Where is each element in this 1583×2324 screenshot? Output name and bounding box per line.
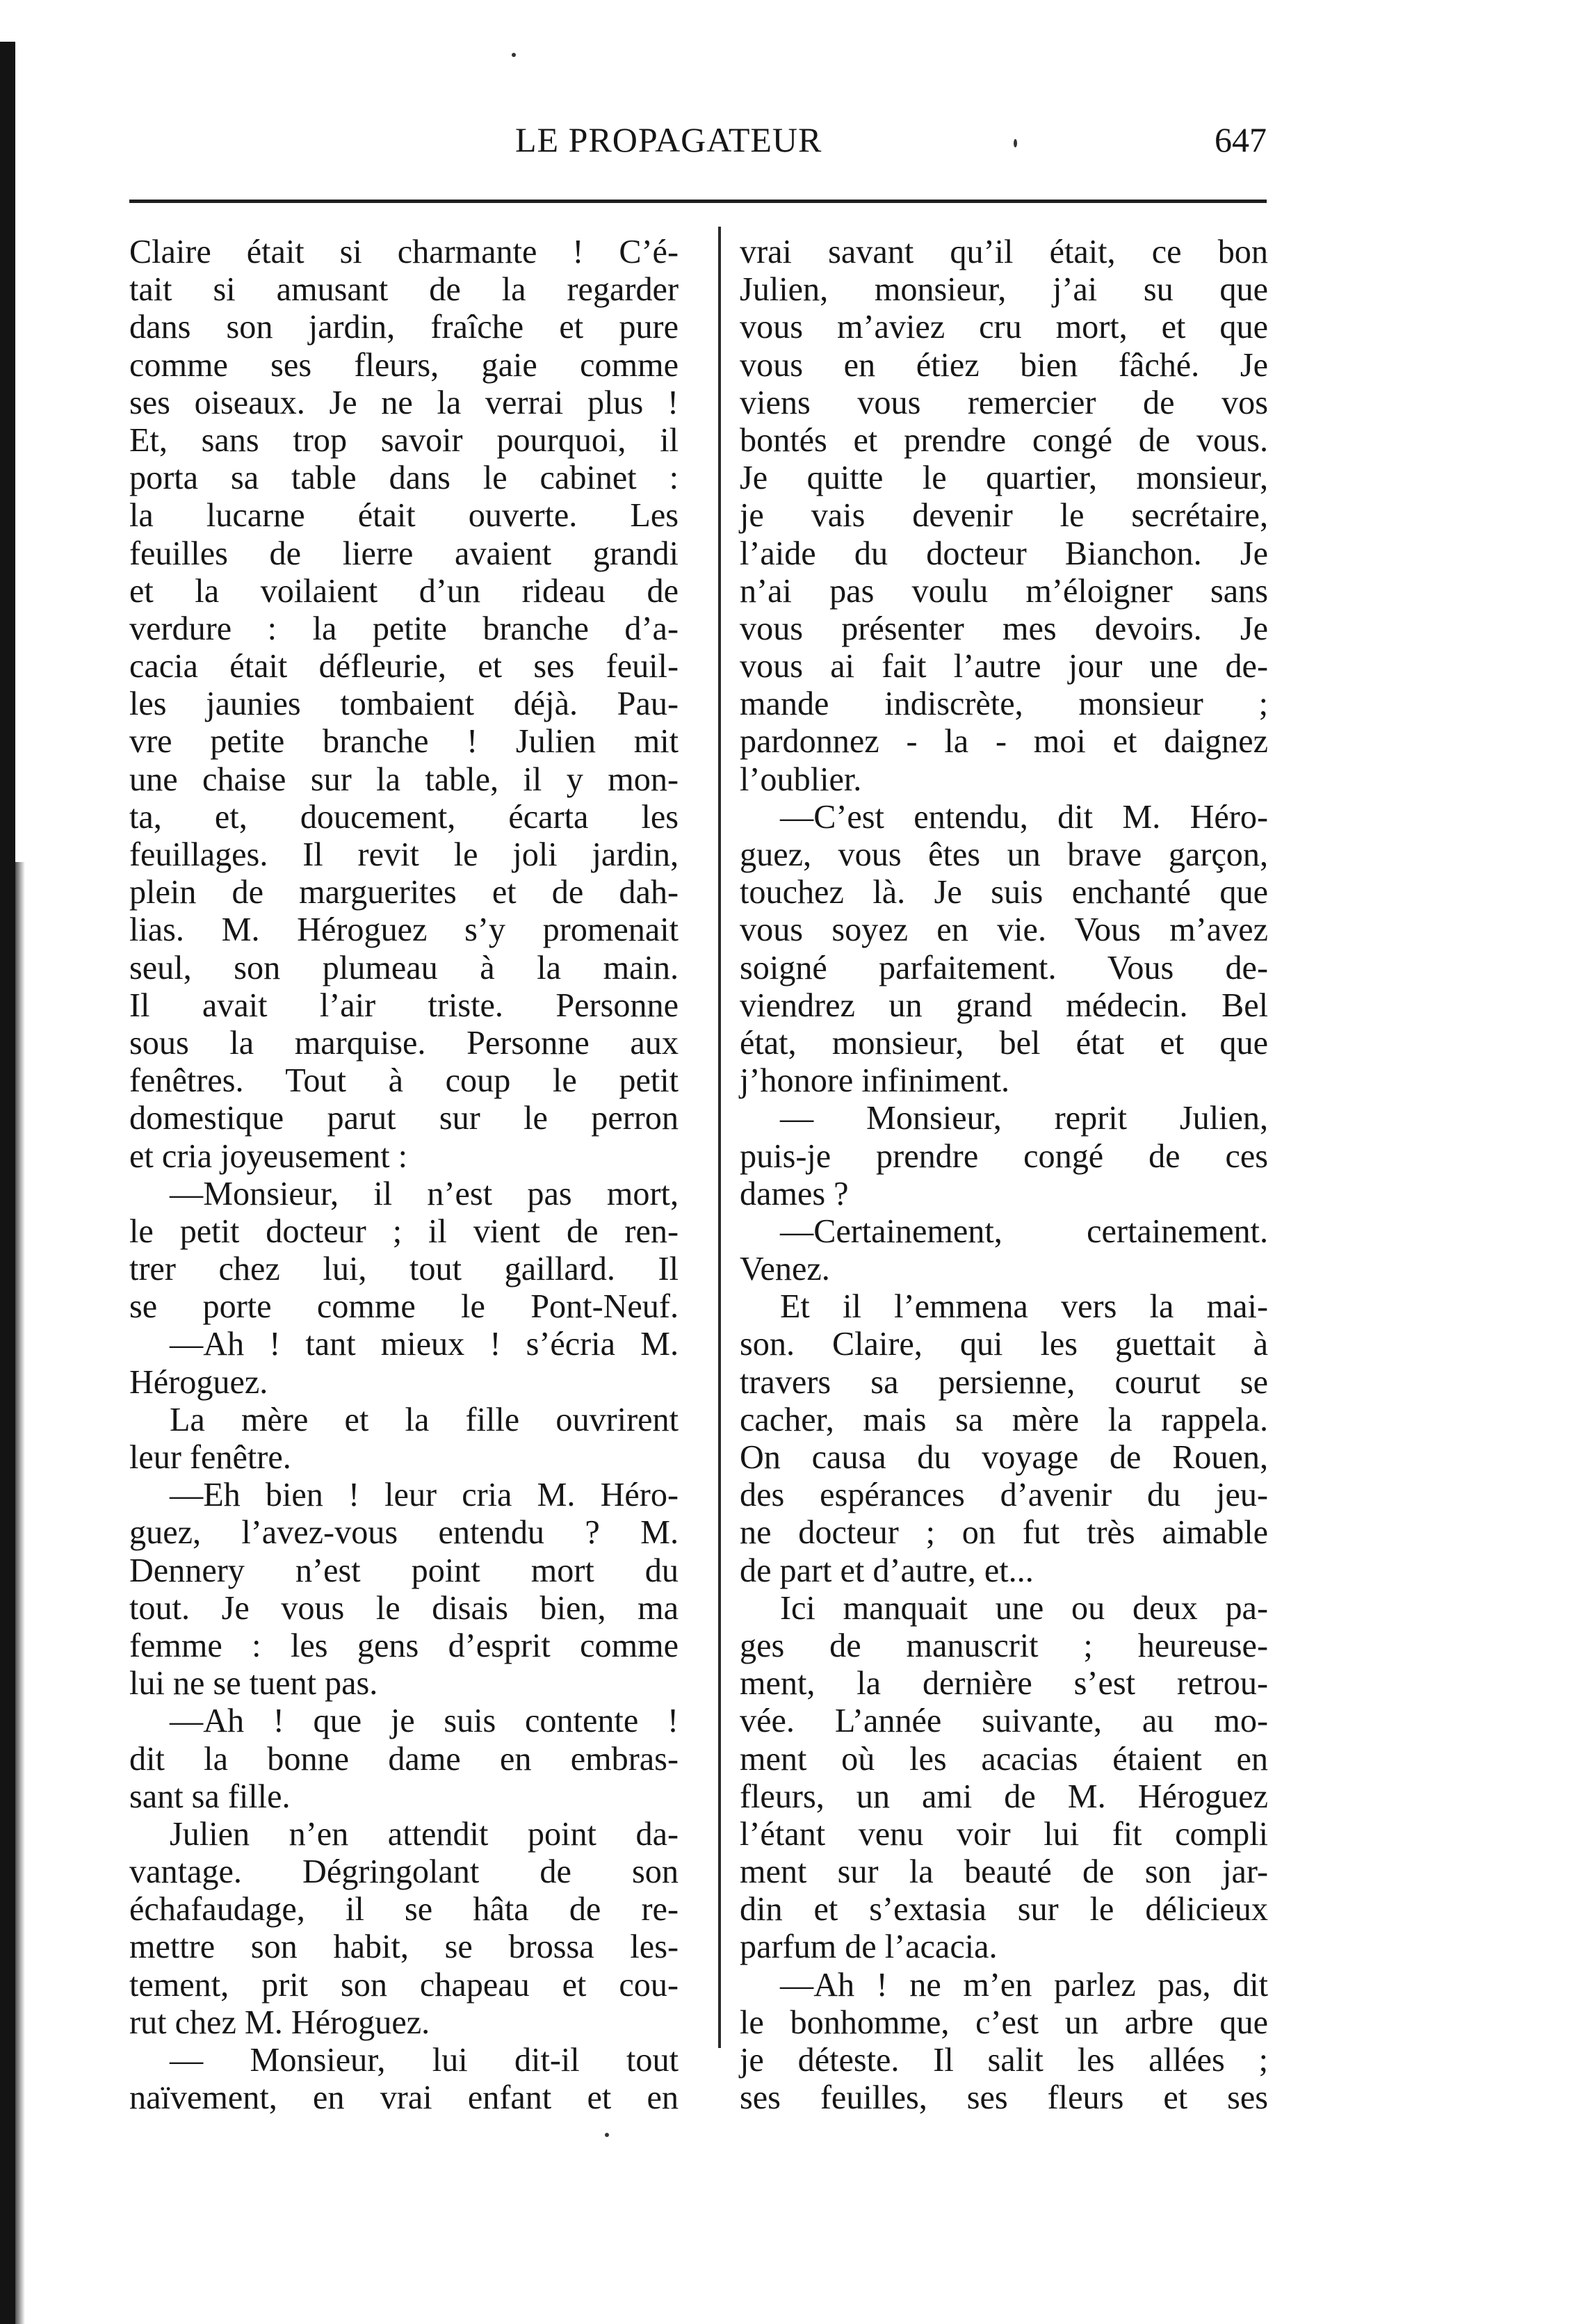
- text-line: comme ses fleurs, gaie comme: [129, 346, 679, 384]
- text-line: Claire était si charmante ! C’é-: [129, 234, 679, 270]
- text-line: fleurs, un ami de M. Héroguez: [740, 1778, 1268, 1815]
- binding-shadow: [15, 862, 25, 2324]
- text-line: rut chez M. Héroguez.: [129, 2004, 430, 2041]
- text-line: —Eh bien ! leur cria M. Héro-: [170, 1477, 679, 1514]
- header-rule: [129, 200, 1267, 203]
- text-line: et cria joyeusement :: [129, 1137, 408, 1175]
- text-line: —C’est entendu, dit M. Héro-: [780, 798, 1268, 836]
- text-line: l’aide du docteur Bianchon. Je: [740, 535, 1268, 572]
- text-line: et la voilaient d’un rideau de: [129, 572, 679, 610]
- text-line: échafaudage, il se hâta de re-: [129, 1891, 679, 1928]
- text-line: cacher, mais sa mère la rappela.: [740, 1401, 1268, 1438]
- text-line: vous ai fait l’autre jour une de-: [740, 648, 1268, 685]
- text-line: sous la marquise. Personne aux: [129, 1024, 679, 1062]
- text-line: vée. L’année suivante, au mo-: [740, 1703, 1268, 1740]
- text-line: pardonnez - la - moi et daignez: [740, 723, 1268, 761]
- text-line: je vais devenir le secrétaire,: [740, 497, 1268, 535]
- text-line: ment sur la beauté de son jar-: [740, 1853, 1268, 1891]
- text-line: dit la bonne dame en embras-: [129, 1740, 679, 1778]
- text-line: plein de marguerites et de dah-: [129, 874, 679, 911]
- text-line: soigné parfaitement. Vous de-: [740, 949, 1268, 986]
- text-line: Et, sans trop savoir pourquoi, il: [129, 421, 679, 459]
- text-line: Venez.: [740, 1251, 830, 1288]
- text-line: tement, prit son chapeau et cou-: [129, 1966, 679, 2004]
- text-line: —Ah ! tant mieux ! s’écria M.: [170, 1326, 679, 1363]
- text-line: Julien, monsieur, j’ai su que: [740, 271, 1268, 309]
- column-divider: [718, 227, 721, 2048]
- text-line: je déteste. Il salit les allées ;: [740, 2042, 1268, 2079]
- text-line: leur fenêtre.: [129, 1439, 291, 1476]
- text-line: feuillages. Il revit le joli jardin,: [129, 836, 679, 873]
- text-line: guez, l’avez-vous entendu ? M.: [129, 1514, 679, 1552]
- text-line: le petit docteur ; il vient de ren-: [129, 1212, 679, 1250]
- text-line: La mère et la fille ouvrirent: [170, 1401, 679, 1438]
- text-line: mettre son habit, se brossa les-: [129, 1928, 679, 1966]
- text-line: dames ?: [740, 1175, 849, 1212]
- text-line: naïvement, en vrai enfant et en: [129, 2079, 679, 2117]
- text-line: vrai savant qu’il était, ce bon: [740, 234, 1268, 270]
- text-line: vantage. Dégringolant de son: [129, 1853, 679, 1891]
- text-line: n’ai pas voulu m’éloigner sans: [740, 572, 1268, 610]
- text-line: Et il l’emmena vers la mai-: [780, 1288, 1268, 1326]
- text-line: Héroguez.: [129, 1363, 268, 1401]
- text-line: bontés et prendre congé de vous.: [740, 421, 1268, 459]
- running-title: LE PROPAGATEUR: [515, 120, 822, 159]
- text-line: ta, et, doucement, écarta les: [129, 798, 679, 836]
- text-line: parfum de l’acacia.: [740, 1928, 998, 1966]
- text-line: ses feuilles, ses fleurs et ses: [740, 2079, 1268, 2117]
- text-line: viens vous remercier de vos: [740, 384, 1268, 421]
- text-line: fenêtres. Tout à coup le petit: [129, 1062, 679, 1100]
- text-line: lui ne se tuent pas.: [129, 1665, 378, 1703]
- text-line: j’honore infiniment.: [740, 1062, 1010, 1100]
- text-line: — Monsieur, lui dit-il tout: [170, 2042, 679, 2079]
- text-line: ment où les acacias étaient en: [740, 1740, 1268, 1778]
- text-line: ment, la dernière s’est retrou-: [740, 1665, 1268, 1703]
- text-line: Je quitte le quartier, monsieur,: [740, 460, 1268, 497]
- text-line: guez, vous êtes un brave garçon,: [740, 836, 1268, 873]
- text-line: —Certainement, certainement.: [780, 1212, 1268, 1250]
- text-line: porta sa table dans le cabinet :: [129, 460, 679, 497]
- page-number: 647: [1215, 120, 1267, 159]
- text-line: de part et d’autre, et...: [740, 1552, 1034, 1589]
- text-line: Dennery n’est point mort du: [129, 1552, 679, 1589]
- text-line: se porte comme le Pont-Neuf.: [129, 1288, 679, 1326]
- text-line: son. Claire, qui les guettait à: [740, 1326, 1268, 1363]
- text-line: vous en étiez bien fâché. Je: [740, 346, 1268, 384]
- text-line: seul, son plumeau à la main.: [129, 949, 679, 986]
- text-line: femme : les gens d’esprit comme: [129, 1627, 679, 1664]
- text-line: vous m’aviez cru mort, et que: [740, 309, 1268, 346]
- text-line: l’étant venu voir lui fit compli: [740, 1815, 1268, 1853]
- binding-edge: [0, 42, 15, 2324]
- text-line: la lucarne était ouverte. Les: [129, 497, 679, 535]
- text-line: viendrez un grand médecin. Bel: [740, 986, 1268, 1024]
- text-line: dans son jardin, fraîche et pure: [129, 309, 679, 346]
- text-line: les jaunies tombaient déjà. Pau-: [129, 685, 679, 723]
- text-line: touchez là. Je suis enchanté que: [740, 874, 1268, 911]
- text-line: l’oublier.: [740, 761, 862, 798]
- text-line: sant sa fille.: [129, 1778, 291, 1815]
- text-line: feuilles de lierre avaient grandi: [129, 535, 679, 572]
- text-line: trer chez lui, tout gaillard. Il: [129, 1251, 679, 1288]
- text-line: — Monsieur, reprit Julien,: [780, 1100, 1268, 1137]
- left-column: [129, 234, 679, 2117]
- text-line: —Ah ! que je suis contente !: [170, 1703, 679, 1740]
- text-line: cacia était défleurie, et ses feuil-: [129, 648, 679, 685]
- text-line: verdure : la petite branche d’a-: [129, 610, 679, 647]
- print-speck: [512, 53, 516, 57]
- text-line: vre petite branche ! Julien mit: [129, 723, 679, 761]
- text-line: ses oiseaux. Je ne la verrai plus !: [129, 384, 679, 421]
- text-line: tout. Je vous le disais bien, ma: [129, 1589, 679, 1627]
- text-line: —Ah ! ne m’en parlez pas, dit: [780, 1966, 1268, 2004]
- text-line: vous présenter mes devoirs. Je: [740, 610, 1268, 647]
- text-line: vous soyez en vie. Vous m’avez: [740, 911, 1268, 949]
- text-line: On causa du voyage de Rouen,: [740, 1439, 1268, 1476]
- text-line: des espérances d’avenir du jeu-: [740, 1477, 1268, 1514]
- text-line: ges de manuscrit ; heureuse-: [740, 1627, 1268, 1664]
- text-line: din et s’extasia sur le délicieux: [740, 1891, 1268, 1928]
- text-line: puis-je prendre congé de ces: [740, 1137, 1268, 1175]
- text-line: lias. M. Héroguez s’y promenait: [129, 911, 679, 949]
- text-line: Il avait l’air triste. Personne: [129, 986, 679, 1024]
- text-line: Ici manquait une ou deux pa-: [780, 1589, 1268, 1627]
- text-line: —Monsieur, il n’est pas mort,: [170, 1175, 679, 1212]
- text-line: domestique parut sur le perron: [129, 1100, 679, 1137]
- text-line: Julien n’en attendit point da-: [170, 1815, 679, 1853]
- text-line: le bonhomme, c’est un arbre que: [740, 2004, 1268, 2041]
- print-speck: [605, 2133, 609, 2137]
- text-line: une chaise sur la table, il y mon-: [129, 761, 679, 798]
- text-line: état, monsieur, bel état et que: [740, 1024, 1268, 1062]
- text-line: ne docteur ; on fut très aimable: [740, 1514, 1268, 1552]
- right-column: [740, 234, 1268, 2117]
- running-head: [129, 120, 1267, 182]
- text-line: mande indiscrète, monsieur ;: [740, 685, 1268, 723]
- text-line: tait si amusant de la regarder: [129, 271, 679, 309]
- text-line: travers sa persienne, courut se: [740, 1363, 1268, 1401]
